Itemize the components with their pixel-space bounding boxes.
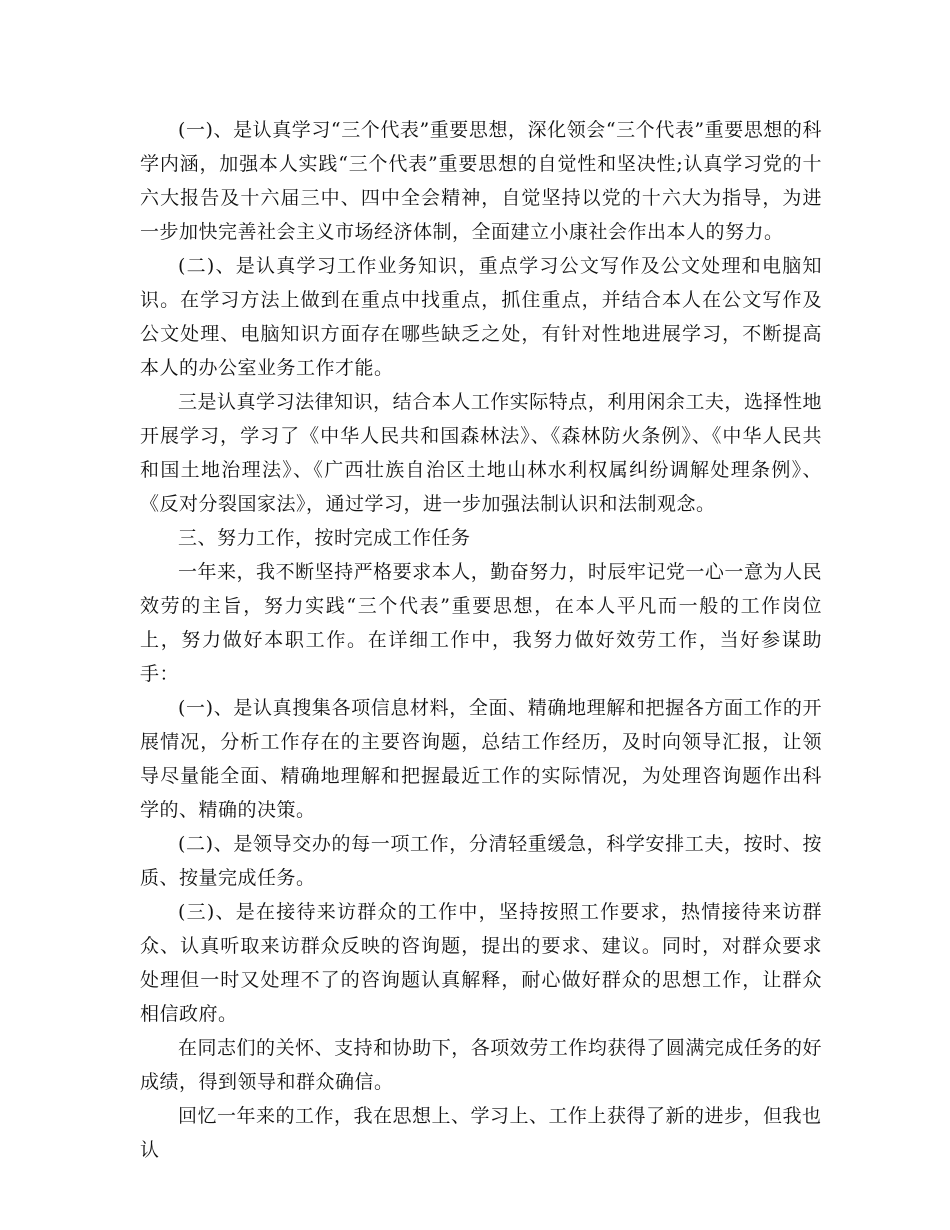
paragraph-study-three-represents: (一)、是认真学习“三个代表”重要思想，深化领会“三个代表”重要思想的科学内涵，加强本人实践“三个代表”重要思想的自觉性和坚决性;认真学习党的十六大报告及十六届三中、四中全会精神，自觉坚持以党的十六大为指导，为进一步加快完善社会主义市场经济体制，全面建立小康社会作出本人的努力。 xyxy=(140,119,822,243)
paragraph-study-law: 三是认真学习法律知识，结合本人工作实际特点，利用闲余工夫，选择性地开展学习，学习了《中华人民共和国森林法》、《森林防火条例》、《中华人民共和国土地治理法》、《广西壮族自治区土地山林水利权属纠纷调解处理条例》、《反对分裂国家法》，通过学习，进一步加强法制认识和法制观念。 xyxy=(140,391,822,515)
document-body xyxy=(140,113,822,1167)
paragraph-year-overview: 一年来，我不断坚持严格要求本人，勤奋努力，时辰牢记党一心一意为人民效劳的主旨，努力实践“三个代表”重要思想，在本人平凡而一般的工作岗位上，努力做好本职工作。在详细工作中，我努力做好效劳工作，当好参谋助手： xyxy=(140,561,822,685)
section-heading-work-hard: 三、努力工作，按时完成工作任务 xyxy=(178,527,471,549)
paragraph-study-business-knowledge: (二)、是认真学习工作业务知识，重点学习公文写作及公文处理和电脑知识。在学习方法上做到在重点中找重点，抓住重点，并结合本人在公文写作及公文处理、电脑知识方面存在哪些缺乏之处，有针对性地进展学习，不断提高本人的办公室业务工作才能。 xyxy=(140,255,822,379)
paragraph-review: 回忆一年来的工作，我在思想上、学习上、工作上获得了新的进步，但我也认 xyxy=(140,1105,822,1161)
paragraph-achievements: 在同志们的关怀、支持和协助下，各项效劳工作均获得了圆满完成任务的好成绩，得到领导和群众确信。 xyxy=(140,1037,822,1093)
paragraph-collect-information: (一)、是认真搜集各项信息材料，全面、精确地理解和把握各方面工作的开展情况，分析工作存在的主要咨询题，总结工作经历，及时向领导汇报，让领导尽量能全面、精确地理解和把握最近工作的实际情况，为处理咨询题作出科学的、精确的决策。 xyxy=(140,697,822,821)
paragraph-assigned-tasks: (二)、是领导交办的每一项工作，分清轻重缓急，科学安排工夫，按时、按质、按量完成任务。 xyxy=(140,833,822,889)
paragraph-receive-visitors: (三)、是在接待来访群众的工作中，坚持按照工作要求，热情接待来访群众、认真听取来访群众反映的咨询题，提出的要求、建议。同时，对群众要求处理但一时又处理不了的咨询题认真解释，耐心做好群众的思想工作，让群众相信政府。 xyxy=(140,901,822,1025)
